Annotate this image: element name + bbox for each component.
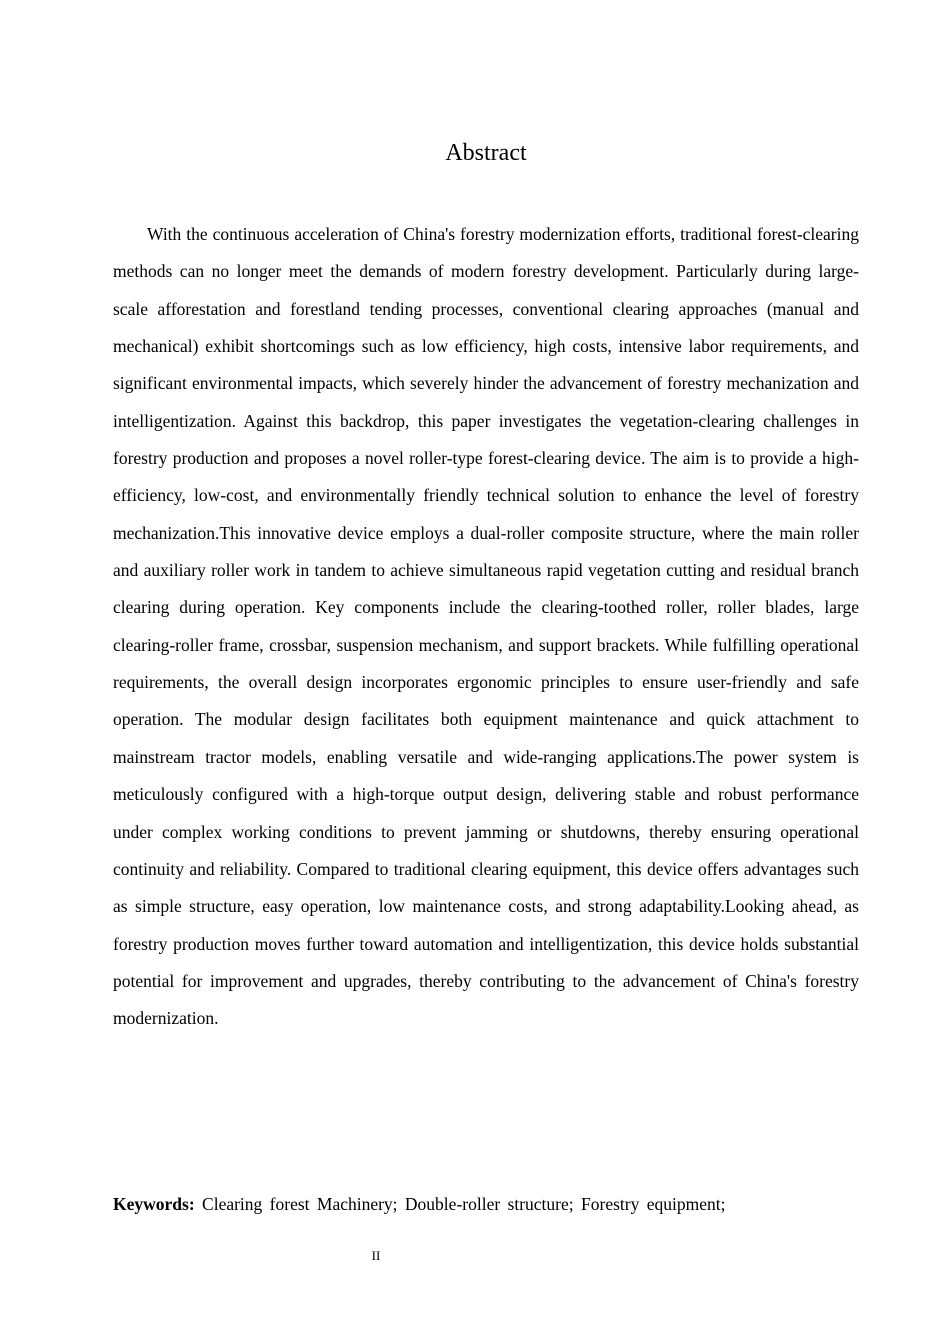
- keywords-line: [113, 1186, 859, 1222]
- keywords-label: Keywords:: [113, 1194, 195, 1214]
- page-number: II: [371, 1248, 381, 1263]
- abstract-body: With the continuous acceleration of China's forestry modernization efforts, traditional forest-clearing methods can no longer meet the demands of modern forestry development. Particularly during large-scale afforestation and forestland tending processes, conventional clearing approaches (manual and mechanical) exhibit shortcomings such as low efficiency, high costs, intensive labor requirements, and significant environmental impacts, which severely hinder the advancement of forestry mechanization and intelligentization. Against this backdrop, this paper investigates the vegetation-clearing challenges in forestry production and proposes a novel roller-type forest-clearing device. The aim is to provide a high-efficiency, low-cost, and environmentally friendly technical solution to enhance the level of forestry mechanization.This innovative device employs a dual-roller composite structure, where the main roller and auxiliary roller work in tandem to achieve simultaneous rapid vegetation cutting and residual branch clearing during operation. Key components include the clearing-toothed roller, roller blades, large clearing-roller frame, crossbar, suspension mechanism, and support brackets. While fulfilling operational requirements, the overall design incorporates ergonomic principles to ensure user-friendly and safe operation. The modular design facilitates both equipment maintenance and quick attachment to mainstream tractor models, enabling versatile and wide-ranging applications.The power system is meticulously configured with a high-torque output design, delivering stable and robust performance under complex working conditions to prevent jamming or shutdowns, thereby ensuring operational continuity and reliability. Compared to traditional clearing equipment, this device offers advantages such as simple structure, easy operation, low maintenance costs, and strong adaptability.Looking ahead, as forestry production moves further toward automation and intelligentization, this device holds substantial potential for improvement and upgrades, thereby contributing to the advancement of China's forestry modernization.: [113, 224, 859, 1029]
- abstract-title: Abstract: [445, 140, 527, 166]
- keywords-text: Clearing forest Machinery; Double-roller structure; Forestry equipment;: [202, 1194, 726, 1214]
